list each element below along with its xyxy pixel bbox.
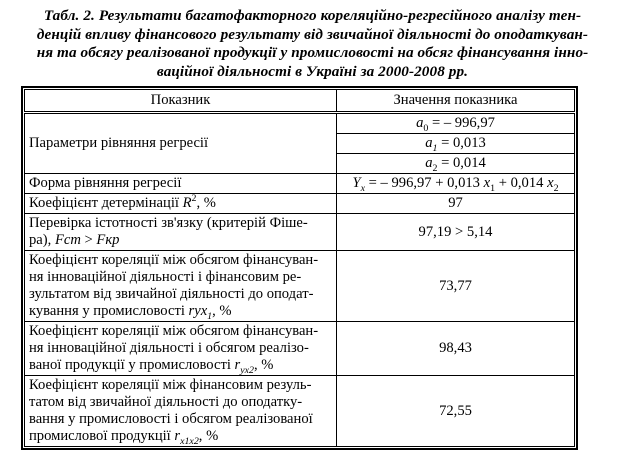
caption-line-2: денцій впливу фінансового результату від звичайної діяльності до оподаткуван- [36, 25, 589, 43]
caption-line-4: ваційної діяльності в Україні за 2000-2008 рр. [156, 62, 469, 80]
header-row [25, 90, 575, 113]
cell-regression-parameters-label: Параметри рівняння регресії [25, 113, 337, 174]
cell-a2-value: $a_2 = 0,014$ [337, 154, 575, 174]
row-correlation-2 [25, 322, 575, 376]
cell-a1-value: $a_1 = 0,013$ [337, 134, 575, 154]
caption-line-1: Табл. 2. Результати багатофакторного кореляційно-регресійного аналізу тен- [43, 7, 582, 24]
cell-a0-value: $a_0$ = – 996,97 [337, 113, 575, 134]
header-cell-indicator: Показник [25, 90, 337, 113]
row-correlation-3 [25, 376, 575, 447]
cell-fisher-value: 97,19 > 5,14 [337, 214, 575, 251]
cell-correlation-1-value: 73,77 [337, 251, 575, 322]
results-table-frame [21, 86, 578, 450]
table-caption [8, 7, 617, 81]
header-cell-value: Значення показника [337, 90, 575, 113]
cell-fisher-label: Перевірка істотності зв'язку (критерій Фіше- ра), Fст > Fкр [25, 214, 337, 251]
cell-determination-label: Коефіцієнт детермінації $R^2$, % [25, 194, 337, 214]
row-determination [25, 194, 575, 214]
cell-regression-form-value: $Y_x$ = – 996,97 + 0,013 $x_1 + 0,014$ $x_2$ [337, 174, 575, 194]
row-fisher [25, 214, 575, 251]
row-regression-form [25, 174, 575, 194]
row-regression-parameters [25, 113, 575, 134]
cell-correlation-1-label: Коефіцієнт кореляції між обсягом фінансуван- ня інноваційної діяльності і фінансовим ре- зультатом від звичайної діяльності до оподат- кування у промисловості ryx$_1$, % [25, 251, 337, 322]
row-correlation-1 [25, 251, 575, 322]
results-table [24, 89, 575, 447]
caption-line-3: ня та обсягу реалізованої продукції у промисловості на обсяг фінансування інно- [36, 44, 589, 61]
cell-determination-value: 97 [337, 194, 575, 214]
cell-correlation-3-label: Коефіцієнт кореляції між фінансовим резуль- татом від звичайної діяльності до оподатку- вання у промисловості і обсягом реалізованої промислової продукції $r_{x1x2}$, % [25, 376, 337, 447]
cell-correlation-2-value: 98,43 [337, 322, 575, 376]
cell-correlation-2-label: Коефіцієнт кореляції між обсягом фінансуван- ня інноваційної діяльності і обсягом реалізо- ваної продукції у промисловості $r_{yx2}$, % [25, 322, 337, 376]
cell-correlation-3-value: 72,55 [337, 376, 575, 447]
cell-regression-form-label: Форма рівняння регресії [25, 174, 337, 194]
